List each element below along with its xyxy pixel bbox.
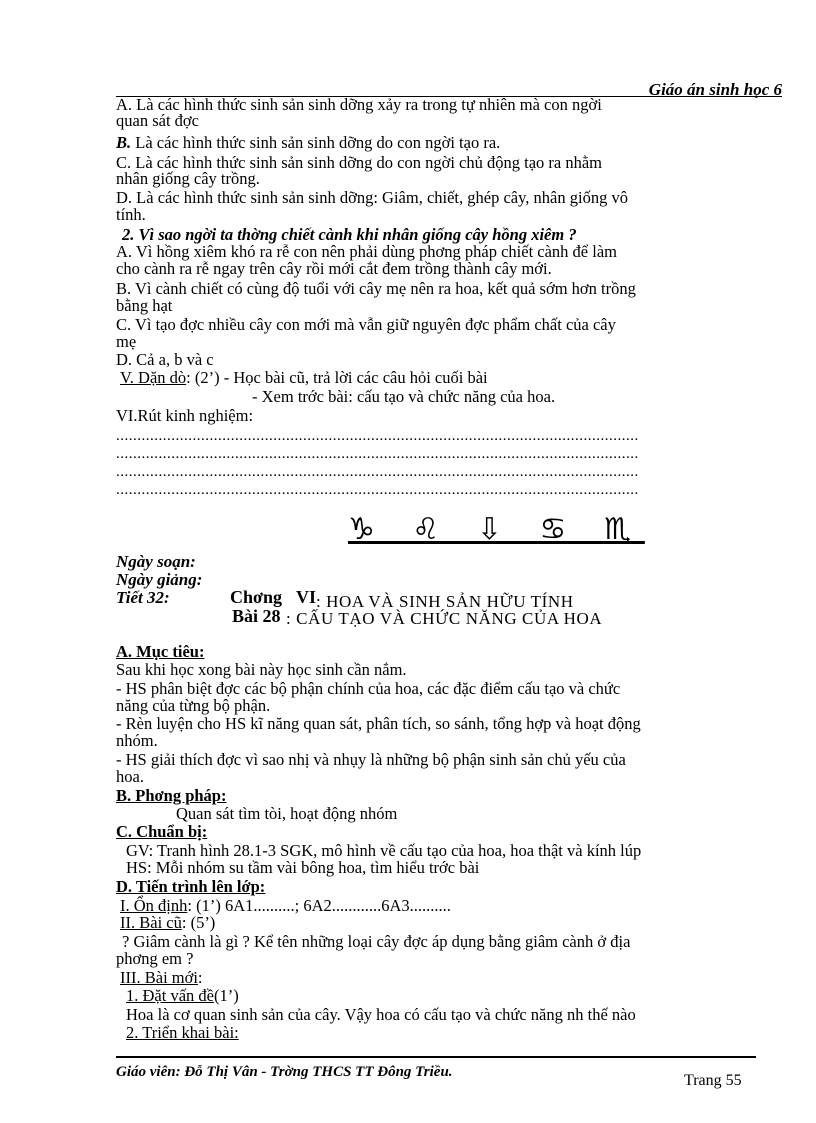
header-title: Giáo án sinh học 6 xyxy=(648,80,782,99)
section-a-item1-line2: năng của từng bộ phận. xyxy=(116,696,271,715)
quiz1-option-b-text: Là các hình thức sinh sản sinh dỡng do con ngời tạo ra. xyxy=(131,133,501,152)
quiz1-option-b-letter: B. xyxy=(116,133,132,152)
bai-cu-question-line2: phơng em ? xyxy=(116,949,194,968)
on-dinh-label: I. Ổn định xyxy=(120,896,188,915)
decorative-symbol-divider: ♑ ♌ ⇩ ♋ ♏ xyxy=(348,512,645,547)
experience-dots-line: ........................................................................................................................... xyxy=(116,446,639,462)
quiz2-option-c-line1: C. Vì tạo đợc nhiều cây con mới mà vẫn giữ nguyên đợc phẩm chất của cây xyxy=(116,315,616,334)
section-a-intro: Sau khi học xong bài này học sinh cần nắm. xyxy=(116,660,407,679)
footer-teacher: Giáo viên: Đỗ Thị Vân - Trờng THCS TT Đông Triều. xyxy=(116,1064,453,1080)
section-a-item3-line2: hoa. xyxy=(116,767,144,786)
section-c-hs: HS: Mỗi nhóm su tầm vài bông hoa, tìm hiểu trớc bài xyxy=(126,858,480,877)
bai-cu-label: II. Bài cũ xyxy=(120,913,182,932)
section-a-item2-line1: - Rèn luyện cho HS kĩ năng quan sát, phân tích, so sánh, tổng hợp và hoạt động xyxy=(116,714,641,733)
dat-van-de-time: (1’) xyxy=(213,986,239,1005)
ngay-soan-label: Ngày soạn: xyxy=(116,552,196,571)
experience-dots-line: ........................................................................................................................... xyxy=(116,464,639,480)
quiz1-option-a-line1: A. Là các hình thức sinh sản sinh dỡng xảy ra trong tự nhiên mà con ngời xyxy=(116,95,602,114)
chapter-title: : HOA VÀ SINH SẢN HỮU TÍNH xyxy=(316,592,574,611)
lesson-number: Bài 28 xyxy=(232,606,281,626)
quiz1-option-a-line2: quan sát đợc xyxy=(116,111,199,130)
homework-label: V. Dặn dò xyxy=(120,368,187,387)
experience-dots-line: ........................................................................................................................... xyxy=(116,482,639,498)
bai-moi-label: III. Bài mới xyxy=(120,968,198,987)
section-a-item1-line1: - HS phân biệt đợc các bộ phận chính của hoa, các đặc điểm cấu tạo và chức xyxy=(116,679,621,698)
quiz2-option-c-line2: mẹ xyxy=(116,332,137,351)
quiz2-option-b-line2: bằng hạt xyxy=(116,296,173,315)
homework-text1: : (2’) - Học bài cũ, trả lời các câu hỏi cuối bài xyxy=(186,368,488,387)
quiz2-option-b-line1: B. Vì cành chiết có cùng độ tuổi với cây mẹ nên ra hoa, kết quả sớm hơn trồng xyxy=(116,279,636,298)
quiz1-option-c-line1: C. Là các hình thức sinh sản sinh dỡng do con ngời chủ động tạo ra nhằm xyxy=(116,153,603,172)
section-c-heading: C. Chuẩn bị: xyxy=(116,822,208,841)
trien-khai-label: 2. Triển khai bài: xyxy=(126,1023,239,1042)
ngay-giang-label: Ngày giảng: xyxy=(116,570,203,589)
quiz1-option-b xyxy=(116,135,782,151)
bai-moi-colon: : xyxy=(197,968,203,987)
quiz1-option-c-line2: nhân giống cây trồng. xyxy=(116,169,260,188)
chapter-label xyxy=(230,587,282,608)
on-dinh-line xyxy=(120,898,786,914)
section-b-heading: B. Phơng pháp: xyxy=(116,786,227,805)
bai-cu-text: : (5’) xyxy=(181,913,216,932)
section-a-heading: A. Mục tiêu: xyxy=(116,642,205,661)
quiz2-question: 2. Vì sao ngời ta thờng chiết cành khi nhân giống cây hồng xiêm ? xyxy=(122,225,577,244)
quiz1-option-d-line1: D. Là các hình thức sinh sản sinh dỡng: Giâm, chiết, ghép cây, nhân giống vô xyxy=(116,188,628,207)
bai-cu-line xyxy=(120,915,786,931)
experience-label: VI.Rút kinh nghiệm: xyxy=(116,406,254,425)
dat-van-de-line xyxy=(126,988,792,1004)
bai-cu-question-line1: ? Giâm cành là gì ? Kể tên những loại cây đợc áp dụng bằng giâm cành ở địa xyxy=(122,932,631,951)
on-dinh-text: : (1’) 6A1..........; 6A2............6A3.......... xyxy=(187,896,451,915)
tiet-label: Tiết 32: xyxy=(116,588,170,607)
section-c-gv: GV: Tranh hình 28.1-3 SGK, mô hình về cấu tạo của hoa, hoa thật và kính lúp xyxy=(126,841,642,860)
section-a-item3-line1: - HS giải thích đợc vì sao nhị và nhụy là những bộ phận sinh sản chủ yếu của xyxy=(116,750,626,769)
dat-van-de-label: 1. Đặt vấn đề xyxy=(126,986,214,1005)
homework-line2: - Xem trớc bài: cấu tạo và chức năng của hoa. xyxy=(252,387,556,406)
quiz2-option-a-line2: cho cành ra rễ ngay trên cây rồi mới cắt đem trồng thành cây mới. xyxy=(116,259,552,278)
homework-line1 xyxy=(120,370,786,386)
experience-dots-line: ........................................................................................................................... xyxy=(116,428,639,444)
section-b-text: Quan sát tìm tòi, hoạt động nhóm xyxy=(176,804,398,823)
dat-van-de-intro: Hoa là cơ quan sinh sản của cây. Vậy hoa có cấu tạo và chức năng nh thế nào xyxy=(126,1005,636,1024)
chapter-word: Chơng xyxy=(230,587,282,607)
bai-moi-line xyxy=(120,970,786,986)
quiz2-option-d: D. Cả a, b và c xyxy=(116,350,214,369)
page-number: Trang 55 xyxy=(684,1072,742,1089)
section-a-item2-line2: nhóm. xyxy=(116,731,158,750)
section-d-heading: D. Tiến trình lên lớp: xyxy=(116,877,266,896)
quiz1-option-d-line2: tính. xyxy=(116,205,146,224)
chapter-number: VI xyxy=(296,587,317,607)
lesson-title: : CẤU TẠO VÀ CHỨC NĂNG CỦA HOA xyxy=(286,609,603,628)
footer-rule xyxy=(116,1056,756,1058)
quiz2-option-a-line1: A. Vì hồng xiêm khó ra rễ con nên phải dùng phơng pháp chiết cành để làm xyxy=(116,242,618,261)
